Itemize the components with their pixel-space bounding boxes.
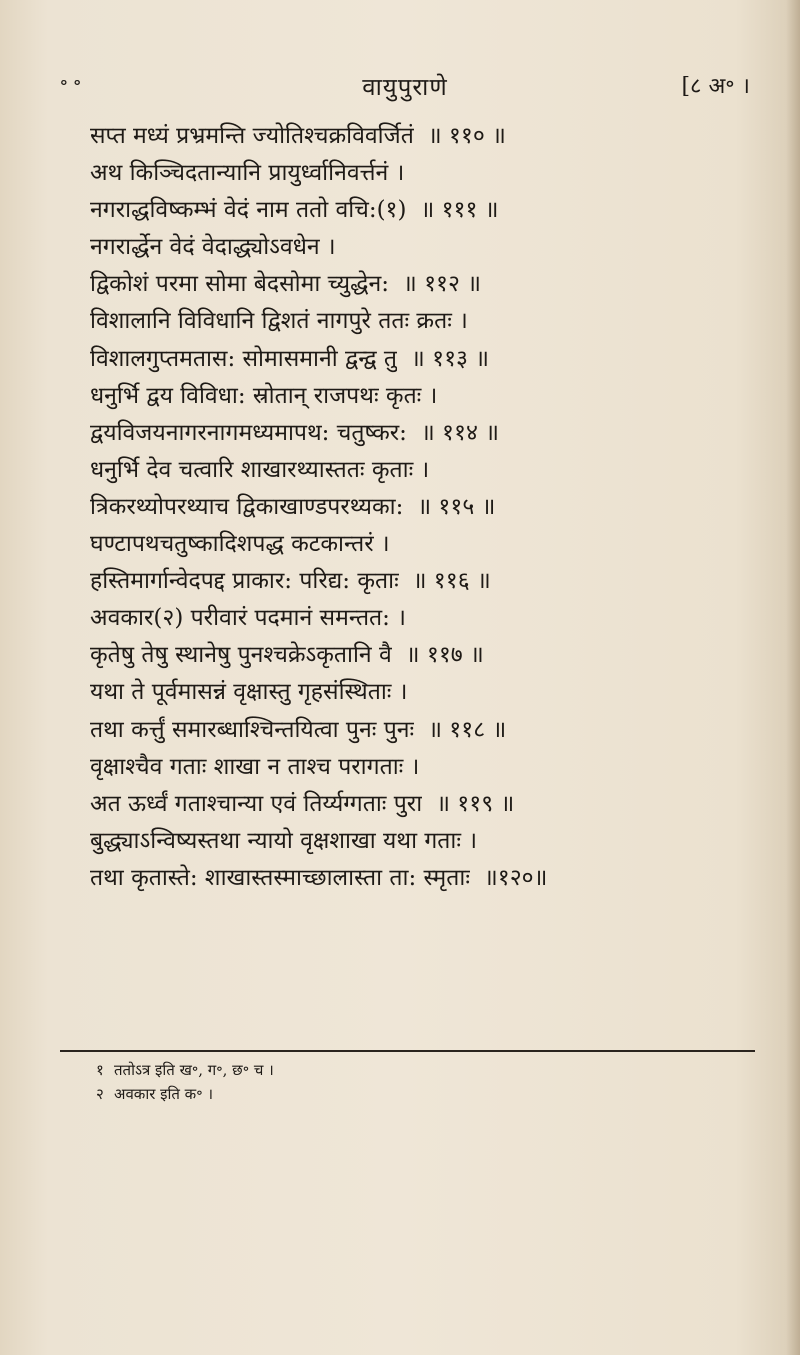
verse-number: ॥ ११७ ॥ <box>405 642 484 669</box>
verse-line <box>90 266 755 303</box>
verse-line <box>90 341 755 378</box>
footnote <box>96 1082 696 1106</box>
verse-line <box>90 192 755 229</box>
verse-line <box>90 860 755 897</box>
verse-line <box>90 229 755 266</box>
verse-line <box>90 674 755 711</box>
verse-line <box>90 563 755 600</box>
verse-text: अथ किञ्चिदतान्यानि प्रायुर्ध्वानिवर्त्तनं । <box>90 160 405 187</box>
footnote-text: अवकार इति क॰ । <box>114 1085 214 1103</box>
verse-number: ॥ ११९ ॥ <box>436 790 515 817</box>
footnote-marker: २ <box>96 1085 104 1103</box>
page-edge-shadow <box>786 0 800 1355</box>
verse-text: धनुर्भि द्वय विविधा: स्रोतान् राजपथः कृतः । <box>90 382 438 409</box>
verse-text: द्वयविजयनागरनागमध्यमापथ: चतुष्कर: <box>90 419 407 446</box>
chapter-reference: [८ अ॰ । <box>681 74 750 99</box>
verse-text: तथा कर्त्तुं समारब्धाश्चिन्तयित्वा पुनः पुनः <box>90 716 415 743</box>
verse-text: कृतेषु तेषु स्थानेषु पुनश्चक्रेऽकृतानि वै <box>90 642 392 669</box>
footnote-marker: १ <box>96 1061 104 1079</box>
verse-text: नगरार्द्धेन वेदं वेदाद्ध्योऽवधेन । <box>90 234 336 261</box>
verse-number: ॥ ११४ ॥ <box>420 419 499 446</box>
verse-line <box>90 712 755 749</box>
verse-text: सप्त मध्यं प्रभ्रमन्ति ज्योतिश्चक्रविवर्जितं <box>90 123 414 149</box>
verse-text: नगराद्धविष्कम्भं वेदं नाम ततो वचि:(१) <box>90 197 407 224</box>
verse-text: त्रिकरथ्योपरथ्याच द्विकाखाण्डपरथ्यका: <box>90 493 404 520</box>
footnote <box>96 1058 696 1082</box>
verse-line <box>90 786 755 823</box>
verse-line <box>90 452 755 489</box>
verse-text: हस्तिमार्गान्वेदपद्द प्राकार: परिद्य: कृताः <box>90 568 399 595</box>
verse-text: विशालगुप्तमतास: सोमासमानी द्वन्द्व तु <box>90 345 398 372</box>
verse-line <box>90 303 755 340</box>
verse-line <box>90 600 755 637</box>
verse-line <box>90 118 755 155</box>
verse-number: ॥ ११८ ॥ <box>428 716 507 743</box>
verse-text: वृक्षाश्चैव गताः शाखा न ताश्च परागताः । <box>90 753 420 780</box>
verse-text: बुद्ध्याऽन्विष्यस्तथा न्यायो वृक्षशाखा यथा गताः । <box>90 827 478 854</box>
footnote-divider <box>60 1050 755 1052</box>
page-header <box>60 70 750 106</box>
verse-line <box>90 749 755 786</box>
verse-number: ॥ ११३ ॥ <box>411 345 490 372</box>
verse-line <box>90 155 755 192</box>
verse-line <box>90 378 755 415</box>
verse-number: ॥ ११६ ॥ <box>412 568 491 595</box>
verse-text: अत ऊर्ध्वं गताश्चान्या एवं तिर्य्यग्गताः पुरा <box>90 790 423 817</box>
verse-number: ॥ ११० ॥ <box>427 123 506 149</box>
verse-text: यथा ते पूर्वमासन्नं वृक्षास्तु गृहसंस्थिताः । <box>90 679 408 706</box>
header-ornament: ॰ ॰ <box>60 74 82 95</box>
verse-number: ॥ ११२ ॥ <box>403 271 482 298</box>
verse-line <box>90 637 755 674</box>
verse-number: ॥ १११ ॥ <box>420 197 499 224</box>
footnote-text: ततोऽत्र इति ख॰, ग॰, छ॰ च । <box>114 1061 274 1079</box>
footnotes <box>96 1058 696 1106</box>
verse-number: ॥१२०॥ <box>483 864 548 891</box>
verse-line <box>90 489 755 526</box>
verse-text: धनुर्भि देव चत्वारि शाखारथ्यास्ततः कृताः । <box>90 456 430 483</box>
verse-line <box>90 415 755 452</box>
verse-text: घण्टापथचतुष्कादिशपद्ध कटकान्तरं । <box>90 531 390 558</box>
running-title: वायुपुराणे <box>362 73 448 101</box>
verse-text: द्विकोशं परमा सोमा बेदसोमा च्युद्धेन: <box>90 271 389 298</box>
verse-text: अवकार(२) परीवारं पदमानं समन्तत: । <box>90 605 406 632</box>
verse-number: ॥ ११५ ॥ <box>417 493 496 520</box>
verse-text: तथा कृतास्ते: शाखास्तस्माच्छालास्ता ता: स्मृताः <box>90 864 470 891</box>
verse-text: विशालानि विविधानि द्विशतं नागपुरे ततः क्रतः । <box>90 308 468 335</box>
verse-block <box>90 118 755 897</box>
verse-line <box>90 526 755 563</box>
verse-line <box>90 823 755 860</box>
